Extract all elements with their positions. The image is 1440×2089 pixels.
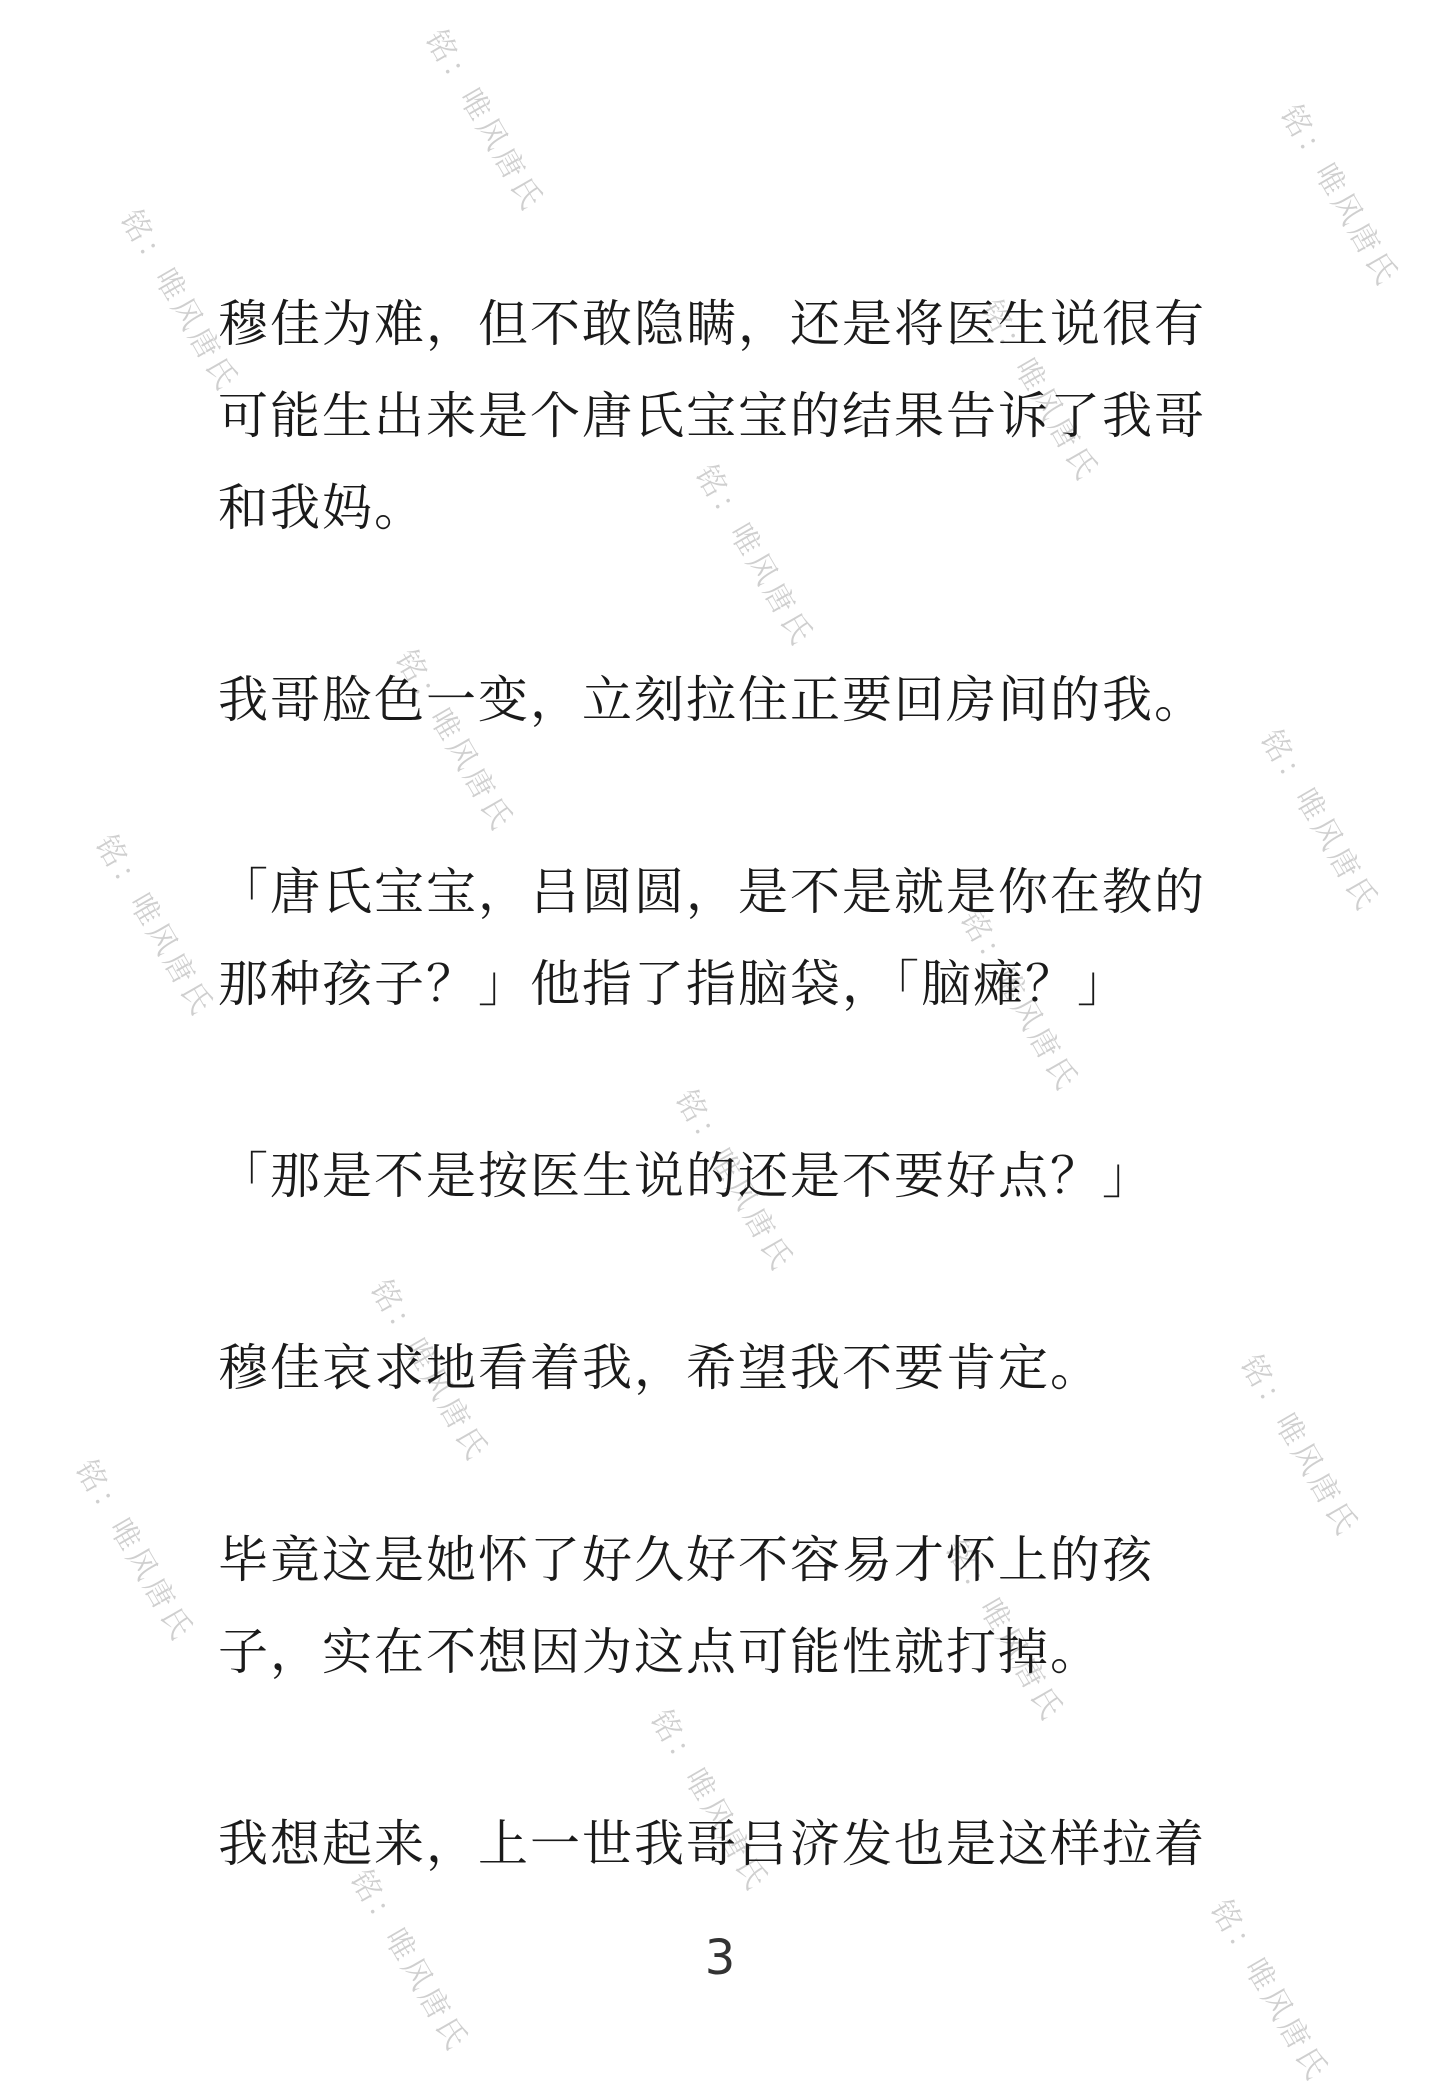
watermark: 铭：唯风唐氏 xyxy=(642,1704,776,1899)
watermark: 铭：唯风唐氏 xyxy=(387,644,521,839)
watermark: 铭：唯风唐氏 xyxy=(937,1534,1071,1729)
paragraph: 毕竟这是她怀了好久好不容易才怀上的孩子，实在不想因为这点可能性就打掉。 xyxy=(218,1531,1154,1681)
watermark: 铭：唯风唐氏 xyxy=(687,459,821,654)
paragraph: 穆佳为难，但不敢隐瞒，还是将医生说很有可能生出来是个唐氏宝宝的结果告诉了我哥和我妈。 xyxy=(218,295,1206,537)
watermark: 铭：唯风唐氏 xyxy=(112,204,246,399)
watermark: 铭：唯风唐氏 xyxy=(1252,724,1386,919)
watermark: 铭：唯风唐氏 xyxy=(1272,99,1406,294)
watermark: 铭：唯风唐氏 xyxy=(362,1274,496,1469)
watermark: 铭：唯风唐氏 xyxy=(667,1084,801,1279)
article-body xyxy=(218,278,1228,1990)
watermark: 铭：唯风唐氏 xyxy=(972,294,1106,489)
page-number: 3 xyxy=(704,1930,736,1986)
watermark: 铭：唯风唐氏 xyxy=(1202,1894,1336,2089)
paragraph: 穆佳哀求地看着我，希望我不要肯定。 xyxy=(218,1339,1102,1397)
paragraph: 「唐氏宝宝，吕圆圆，是不是就是你在教的那种孩子？」他指了指脑袋，「脑瘫？」 xyxy=(218,863,1206,1013)
paragraph: 我想起来，上一世我哥吕济发也是这样拉着 xyxy=(218,1815,1206,1873)
watermark: 铭：唯风唐氏 xyxy=(417,24,551,219)
watermark: 铭：唯风唐氏 xyxy=(952,904,1086,1099)
watermark: 铭：唯风唐氏 xyxy=(87,829,221,1024)
paragraph: 「那是不是按医生说的还是不要好点？」 xyxy=(218,1147,1154,1205)
watermark: 铭：唯风唐氏 xyxy=(67,1454,201,1649)
paragraph: 我哥脸色一变，立刻拉住正要回房间的我。 xyxy=(218,671,1206,729)
watermark: 铭：唯风唐氏 xyxy=(342,1864,476,2059)
watermark: 铭：唯风唐氏 xyxy=(1232,1349,1366,1544)
